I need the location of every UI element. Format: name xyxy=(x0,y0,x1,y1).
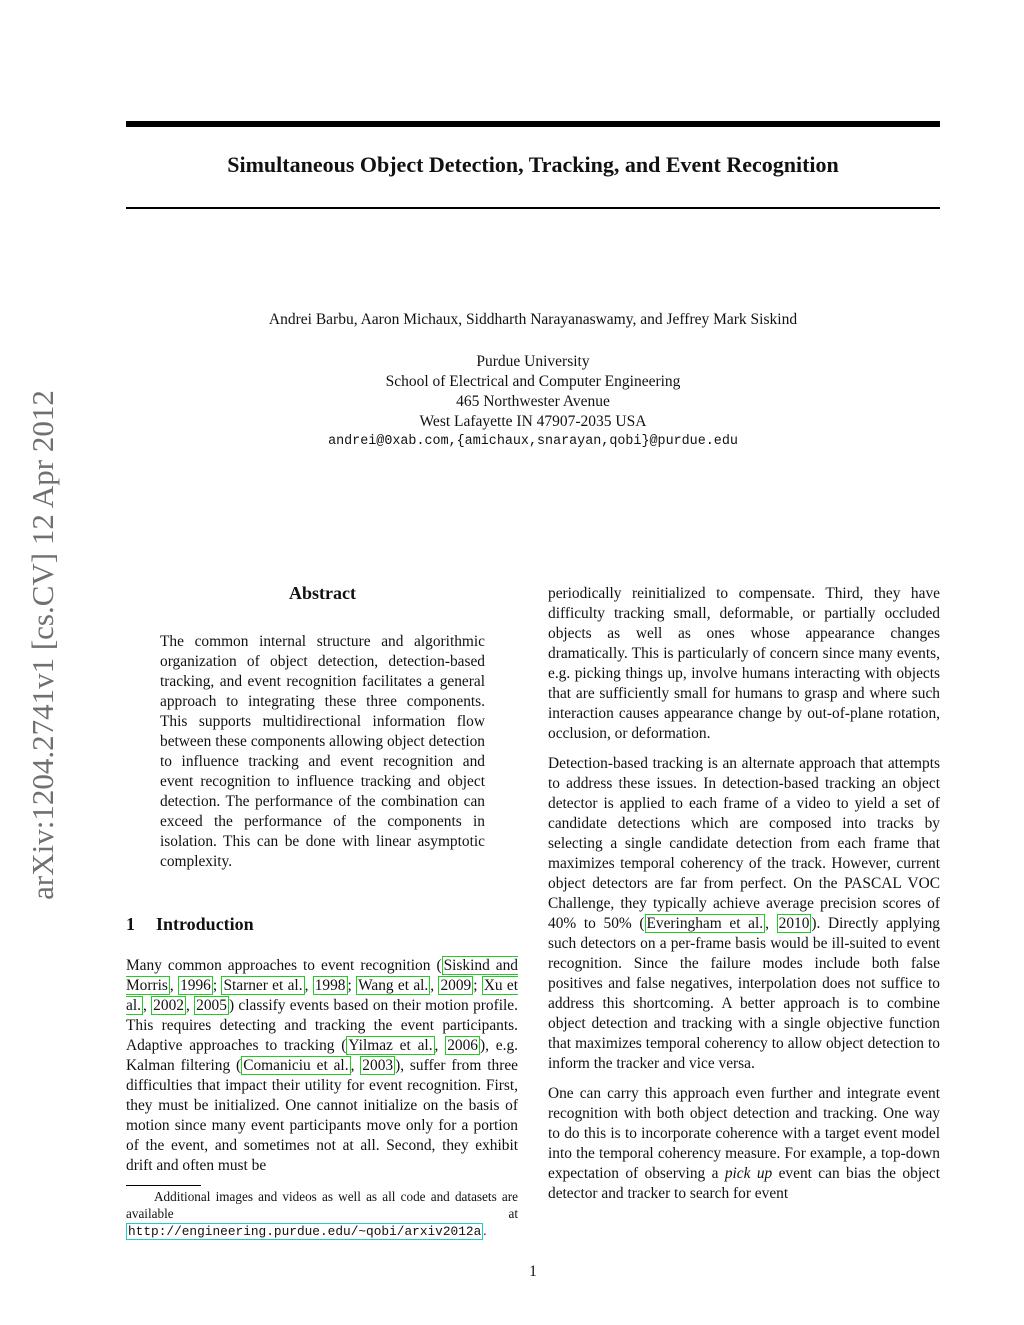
citation-link[interactable]: Yilmaz et al. xyxy=(348,1037,433,1054)
citation-link[interactable]: Comaniciu et al. xyxy=(243,1057,349,1074)
abstract-heading: Abstract xyxy=(289,583,356,603)
citation-link[interactable]: 2009 xyxy=(440,977,472,994)
footnote: Additional images and videos as well as all code and datasets are available at http://engineering.purdue.edu/~qobi/arxiv2012a . xyxy=(126,1189,518,1239)
citation-link[interactable]: Starner et al. xyxy=(223,977,303,994)
title-top-rule xyxy=(126,121,940,127)
author-emails: andrei@0xab.com,{amichaux,snarayan,qobi}@purdue.edu xyxy=(328,434,738,449)
abstract-text: The common internal structure and algorithmic organization of object detection, detection-based tracking, and event recognition facilitates a general approach to integrating these three components. This supports multidirectional information flow between these components allowing object detection to influence tracking and event recognition and event recognition to influence tracking and object detection. The performance of the combination can exceed the performance of the components in isolation. This can be done with linear asymptotic complexity. xyxy=(160,633,485,870)
section-number: 1 xyxy=(126,914,135,934)
citation-link[interactable]: Wang et al. xyxy=(358,977,429,994)
affiliation-school: School of Electrical and Computer Engineering xyxy=(385,373,681,390)
citation-link[interactable]: 1998 xyxy=(314,977,346,994)
right-paragraph-1: periodically reinitialized to compensate. Third, they have difficulty tracking small, deformable, or partially occluded objects as well as ones whose appearance changes dramatically. This is particularly of concern since many events, e.g. picking things up, involve humans interacting with objects that are sufficiently small for humans to grasp and where such interaction causes appearance change by out-of-plane rotation, occlusion, or deformation. xyxy=(548,585,940,742)
author-list: Andrei Barbu, Aaron Michaux, Siddharth Narayanaswamy, and Jeffrey Mark Siskind xyxy=(268,311,798,328)
citation-link[interactable]: 2010 xyxy=(778,915,810,932)
citation-link[interactable]: 2002 xyxy=(153,997,184,1014)
citation-link[interactable]: Siskind and Morris xyxy=(126,957,518,994)
footnote-rule xyxy=(126,1185,201,1186)
section-heading-introduction xyxy=(126,912,254,936)
citation-link[interactable]: Everingham et al. xyxy=(646,915,764,932)
right-column xyxy=(548,584,940,1214)
emphasis-pick-up: pick up xyxy=(724,1165,773,1182)
paper-title: Simultaneous Object Detection, Tracking, and Event Recognition xyxy=(227,152,839,177)
page-number: 1 xyxy=(529,1263,537,1280)
citation-link[interactable]: 2006 xyxy=(447,1037,478,1054)
right-paragraph-3: One can carry this approach even further and integrate event recognition with both object detection and tracking. One way to do this is to incorporate coherence with a target event model into the temporal coherency measure. For example, a top-down expectation of observing a pick up event can bias the object detector and tracker to search for event xyxy=(548,1085,940,1202)
citation-link[interactable]: 2003 xyxy=(362,1057,394,1074)
affiliation-university: Purdue University xyxy=(476,353,590,370)
affiliation-street: 465 Northwester Avenue xyxy=(456,393,610,410)
citation-link[interactable]: 2005 xyxy=(196,997,227,1014)
right-paragraph-2: Detection-based tracking is an alternate approach that attempts to address these issues. In detection-based tracking an object detector is applied to each frame of a video to yield a set of candidate detections which are composed into tracks by selecting a single candidate detection from each frame that maximizes temporal coherency of the track. However, current object detectors are far from perfect. On the PASCAL VOC Challenge, they typically achieve average precision scores of 40% to 50% ( Everingham et al. , 2010 ). Directly applying such detectors on a per-frame basis would be ill-suited to event recognition. Since the failure modes include both false positives and false negatives, interpolation does not suffice to address this shortcoming. A better approach is to combine object detection and tracking with a single objective function that maximizes temporal coherency to allow object detection to inform the tracker and vice versa. xyxy=(548,755,940,1072)
citation-link[interactable]: 1996 xyxy=(180,977,211,994)
affiliation-city: West Lafayette IN 47907-2035 USA xyxy=(419,413,647,430)
section-title: Introduction xyxy=(156,914,254,934)
footnote-url-link[interactable]: http://engineering.purdue.edu/~qobi/arxiv2012a xyxy=(128,1224,482,1239)
arxiv-sidebar-stamp: arXiv:1204.2741v1 [cs.CV] 12 Apr 2012 xyxy=(25,390,60,900)
intro-paragraph: Many common approaches to event recognition ( Siskind and Morris , 1996 ; Starner et al. , 1998 ; Wang et al. , 2009 ; Xu et al. , 2002 , 2005 ) classify events based on their motion profile. This requires detecting and tracking the event participants. Adaptive approaches to tracking ( Yilmaz et al. , 2006 ), e.g. Kalman filtering ( Comaniciu et al. , 2003 ), suffer from three difficulties that impact their utility for event recognition. First, they must be initialized. One cannot initialize on the basis of motion since many event participants move only for a portion of the event, and sometimes not at all. Second, they exhibit drift and often must be xyxy=(126,957,519,1174)
citation-link[interactable]: Xu et al. xyxy=(126,977,519,1014)
title-bottom-rule xyxy=(126,207,940,209)
affiliation-block xyxy=(126,352,940,452)
